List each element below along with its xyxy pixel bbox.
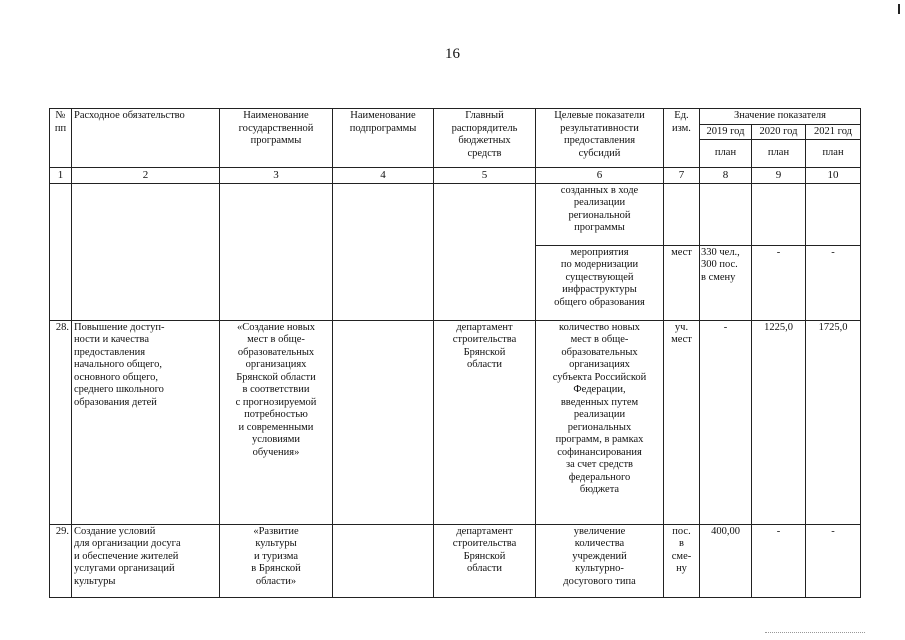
row-num: 28. [50, 320, 72, 524]
row-indicator: увеличение количества учреждений культурно- досугового типа [536, 524, 664, 597]
header-row-1 [50, 109, 861, 125]
row-unit: уч. мест [664, 320, 700, 524]
column-number: 10 [806, 168, 861, 184]
header-year-2019: 2019 год [700, 124, 752, 140]
row-manager [434, 183, 536, 320]
row-subprogram [333, 183, 434, 320]
row-value-2019: - [700, 320, 752, 524]
header-plan-2021: план [806, 140, 861, 168]
header-gov-program: Наименование государственной программы [220, 109, 333, 168]
column-number: 8 [700, 168, 752, 184]
header-plan-2020: план [752, 140, 806, 168]
row-obligation: Повышение доступ- ности и качества предоставления начального общего, основного общего, среднего школьного образования детей [72, 320, 220, 524]
row-value-2020: - [752, 245, 806, 320]
row-manager: департамент строительства Брянской области [434, 524, 536, 597]
column-numbers-row [50, 168, 861, 184]
header-targets: Целевые показатели результативности предоставления субсидий [536, 109, 664, 168]
header-unit: Ед. изм. [664, 109, 700, 168]
row-value-2021 [806, 183, 861, 245]
row-obligation: Создание условий для организации досуга и обеспечение жителей услугами организаций культуры [72, 524, 220, 597]
column-number: 1 [50, 168, 72, 184]
row-indicator: мероприятия по модернизации существующей инфраструктуры общего образования [536, 245, 664, 320]
row-value-2021: 1725,0 [806, 320, 861, 524]
row-unit: пос. в сме- ну [664, 524, 700, 597]
budget-obligations-table [49, 108, 861, 598]
row-value-2021: - [806, 524, 861, 597]
header-subprogram: Наименование подпрограммы [333, 109, 434, 168]
header-year-2021: 2021 год [806, 124, 861, 140]
column-number: 6 [536, 168, 664, 184]
row-subprogram [333, 524, 434, 597]
header-num: № пп [50, 109, 72, 168]
column-number: 7 [664, 168, 700, 184]
row-value-2020: - [752, 524, 806, 597]
header-year-2020: 2020 год [752, 124, 806, 140]
row-value-2021: - [806, 245, 861, 320]
scan-artifact-dots [765, 632, 865, 633]
row-unit: мест [664, 245, 700, 320]
header-obligation: Расходное обязательство [72, 109, 220, 168]
column-number: 4 [333, 168, 434, 184]
row-indicator: созданных в ходе реализации региональной программы [536, 183, 664, 245]
row-value-2019: 330 чел., 300 пос. в смену [700, 245, 752, 320]
column-number: 5 [434, 168, 536, 184]
row-num [50, 183, 72, 320]
row-program [220, 183, 333, 320]
column-number: 2 [72, 168, 220, 184]
row-subprogram [333, 320, 434, 524]
header-value-group: Значение показателя [700, 109, 861, 125]
table-row [50, 524, 861, 597]
row-manager: департамент строительства Брянской области [434, 320, 536, 524]
row-program: «Создание новых мест в обще- образовательных организациях Брянской области в соответствии с прогнозируемой потребностью и современными условиями обучения» [220, 320, 333, 524]
row-unit [664, 183, 700, 245]
row-obligation [72, 183, 220, 320]
header-plan-2019: план [700, 140, 752, 168]
row-value-2019: 400,00 [700, 524, 752, 597]
row-program: «Развитие культуры и туризма в Брянской области» [220, 524, 333, 597]
scan-edge-mark [898, 4, 900, 14]
column-number: 9 [752, 168, 806, 184]
row-num: 29. [50, 524, 72, 597]
row-value-2020 [752, 183, 806, 245]
header-manager: Главный распорядитель бюджетных средств [434, 109, 536, 168]
table-row [50, 320, 861, 524]
table-row [50, 183, 861, 245]
row-value-2020: 1225,0 [752, 320, 806, 524]
row-indicator: количество новых мест в обще- образовательных организациях субъекта Российской Федерации, введенных путем реализации региональных программ, в рамках софинансирования за счет средств федерального бюджета [536, 320, 664, 524]
row-value-2019 [700, 183, 752, 245]
column-number: 3 [220, 168, 333, 184]
page-number: 16 [445, 46, 460, 62]
